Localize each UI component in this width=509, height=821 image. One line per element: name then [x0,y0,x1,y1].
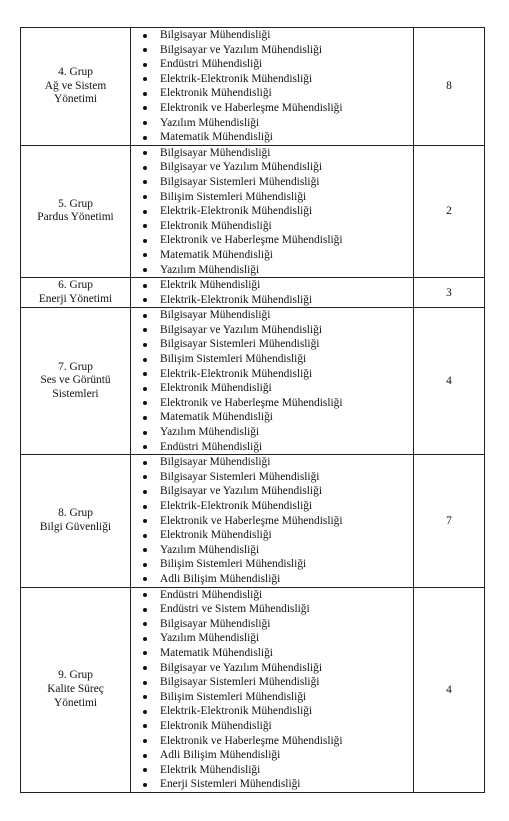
group-row [21,145,485,277]
group-title-line: Ağ ve Sistem [44,79,107,92]
quota-count: 4 [414,308,485,455]
quota-count: 2 [414,145,485,277]
list-item: Bilişim Sistemleri Mühendisliği [143,352,413,367]
list-item: Elektronik Mühendisliği [143,719,413,734]
group-row [21,278,485,308]
majors-cell [131,145,414,277]
list-item: Bilgisayar Mühendisliği [143,617,413,632]
group-title-line: Yönetimi [53,696,98,709]
majors-list [131,146,413,277]
group-title-cell [21,145,131,277]
list-item: Elektrik-Elektronik Mühendisliği [143,704,413,719]
majors-cell [131,308,414,455]
group-title-cell [21,455,131,587]
list-item: Bilgisayar Mühendisliği [143,308,413,323]
list-item: Elektronik ve Haberleşme Mühendisliği [143,734,413,749]
list-item: Endüstri ve Sistem Mühendisliği [143,602,413,617]
group-row [21,455,485,587]
list-item: Elektronik Mühendisliği [143,528,413,543]
list-item: Bilgisayar ve Yazılım Mühendisliği [143,323,413,338]
list-item: Elektrik-Elektronik Mühendisliği [143,293,413,308]
group-title-line: Pardus Yönetimi [37,211,114,224]
group-title-line: 7. Grup [58,360,93,373]
group-title-line: 4. Grup [58,65,93,78]
majors-cell [131,278,414,308]
list-item: Adli Bilişim Mühendisliği [143,572,413,587]
list-item: Elektronik ve Haberleşme Mühendisliği [143,233,413,248]
list-item: Bilgisayar Mühendisliği [143,455,413,470]
list-item: Adli Bilişim Mühendisliği [143,748,413,763]
list-item: Elektrik-Elektronik Mühendisliği [143,72,413,87]
list-item: Yazılım Mühendisliği [143,631,413,646]
list-item: Matematik Mühendisliği [143,646,413,661]
list-item: Elektronik Mühendisliği [143,86,413,101]
group-title-cell [21,308,131,455]
list-item: Yazılım Mühendisliği [143,263,413,278]
quota-count: 8 [414,28,485,146]
list-item: Matematik Mühendisliği [143,130,413,145]
list-item: Bilgisayar Sistemleri Mühendisliği [143,675,413,690]
list-item: Bilgisayar Mühendisliği [143,28,413,43]
group-row [21,587,485,792]
list-item: Elektrik-Elektronik Mühendisliği [143,499,413,514]
group-title-line: Ses ve Görüntü [40,374,111,387]
list-item: Elektronik ve Haberleşme Mühendisliği [143,396,413,411]
group-title-line: Kalite Süreç [47,682,104,695]
list-item: Bilişim Sistemleri Mühendisliği [143,190,413,205]
group-title-line: Yönetimi [53,93,98,106]
list-item: Bilgisayar Sistemleri Mühendisliği [143,470,413,485]
majors-list [131,28,413,145]
list-item: Bilişim Sistemleri Mühendisliği [143,690,413,705]
group-table-body [21,28,485,793]
group-row [21,28,485,146]
list-item: Enerji Sistemleri Mühendisliği [143,777,413,792]
list-item: Bilgisayar ve Yazılım Mühendisliği [143,160,413,175]
list-item: Yazılım Mühendisliği [143,543,413,558]
majors-list [131,455,413,586]
group-title-line: Sistemleri [52,388,99,401]
group-title-cell [21,278,131,308]
group-title-line: 8. Grup [58,507,93,520]
list-item: Elektronik Mühendisliği [143,219,413,234]
list-item: Elektronik Mühendisliği [143,381,413,396]
group-title-line: Enerji Yönetimi [38,292,113,305]
list-item: Bilgisayar ve Yazılım Mühendisliği [143,43,413,58]
list-item: Endüstri Mühendisliği [143,57,413,72]
list-item: Elektronik ve Haberleşme Mühendisliği [143,514,413,529]
list-item: Matematik Mühendisliği [143,248,413,263]
group-title-line: 6. Grup [58,279,93,292]
majors-cell [131,455,414,587]
group-title-cell [21,28,131,146]
list-item: Bilişim Sistemleri Mühendisliği [143,557,413,572]
group-title-line: 5. Grup [58,197,93,210]
majors-cell [131,587,414,792]
majors-list [131,588,413,792]
list-item: Bilgisayar ve Yazılım Mühendisliği [143,661,413,676]
list-item: Bilgisayar Sistemleri Mühendisliği [143,175,413,190]
list-item: Endüstri Mühendisliği [143,588,413,603]
list-item: Endüstri Mühendisliği [143,440,413,455]
list-item: Elektrik-Elektronik Mühendisliği [143,367,413,382]
list-item: Bilgisayar ve Yazılım Mühendisliği [143,484,413,499]
list-item: Elektrik-Elektronik Mühendisliği [143,204,413,219]
group-row [21,308,485,455]
majors-cell [131,28,414,146]
list-item: Elektronik ve Haberleşme Mühendisliği [143,101,413,116]
group-title-line: Bilgi Güvenliği [39,520,112,533]
list-item: Elektrik Mühendisliği [143,278,413,293]
majors-list [131,308,413,454]
list-item: Yazılım Mühendisliği [143,116,413,131]
quota-count: 7 [414,455,485,587]
list-item: Elektrik Mühendisliği [143,763,413,778]
list-item: Yazılım Mühendisliği [143,425,413,440]
quota-count: 4 [414,587,485,792]
group-title-cell [21,587,131,792]
list-item: Matematik Mühendisliği [143,410,413,425]
group-table [20,27,485,793]
majors-list [131,278,413,307]
list-item: Bilgisayar Mühendisliği [143,146,413,161]
group-title-line: 9. Grup [58,669,93,682]
list-item: Bilgisayar Sistemleri Mühendisliği [143,337,413,352]
quota-count: 3 [414,278,485,308]
